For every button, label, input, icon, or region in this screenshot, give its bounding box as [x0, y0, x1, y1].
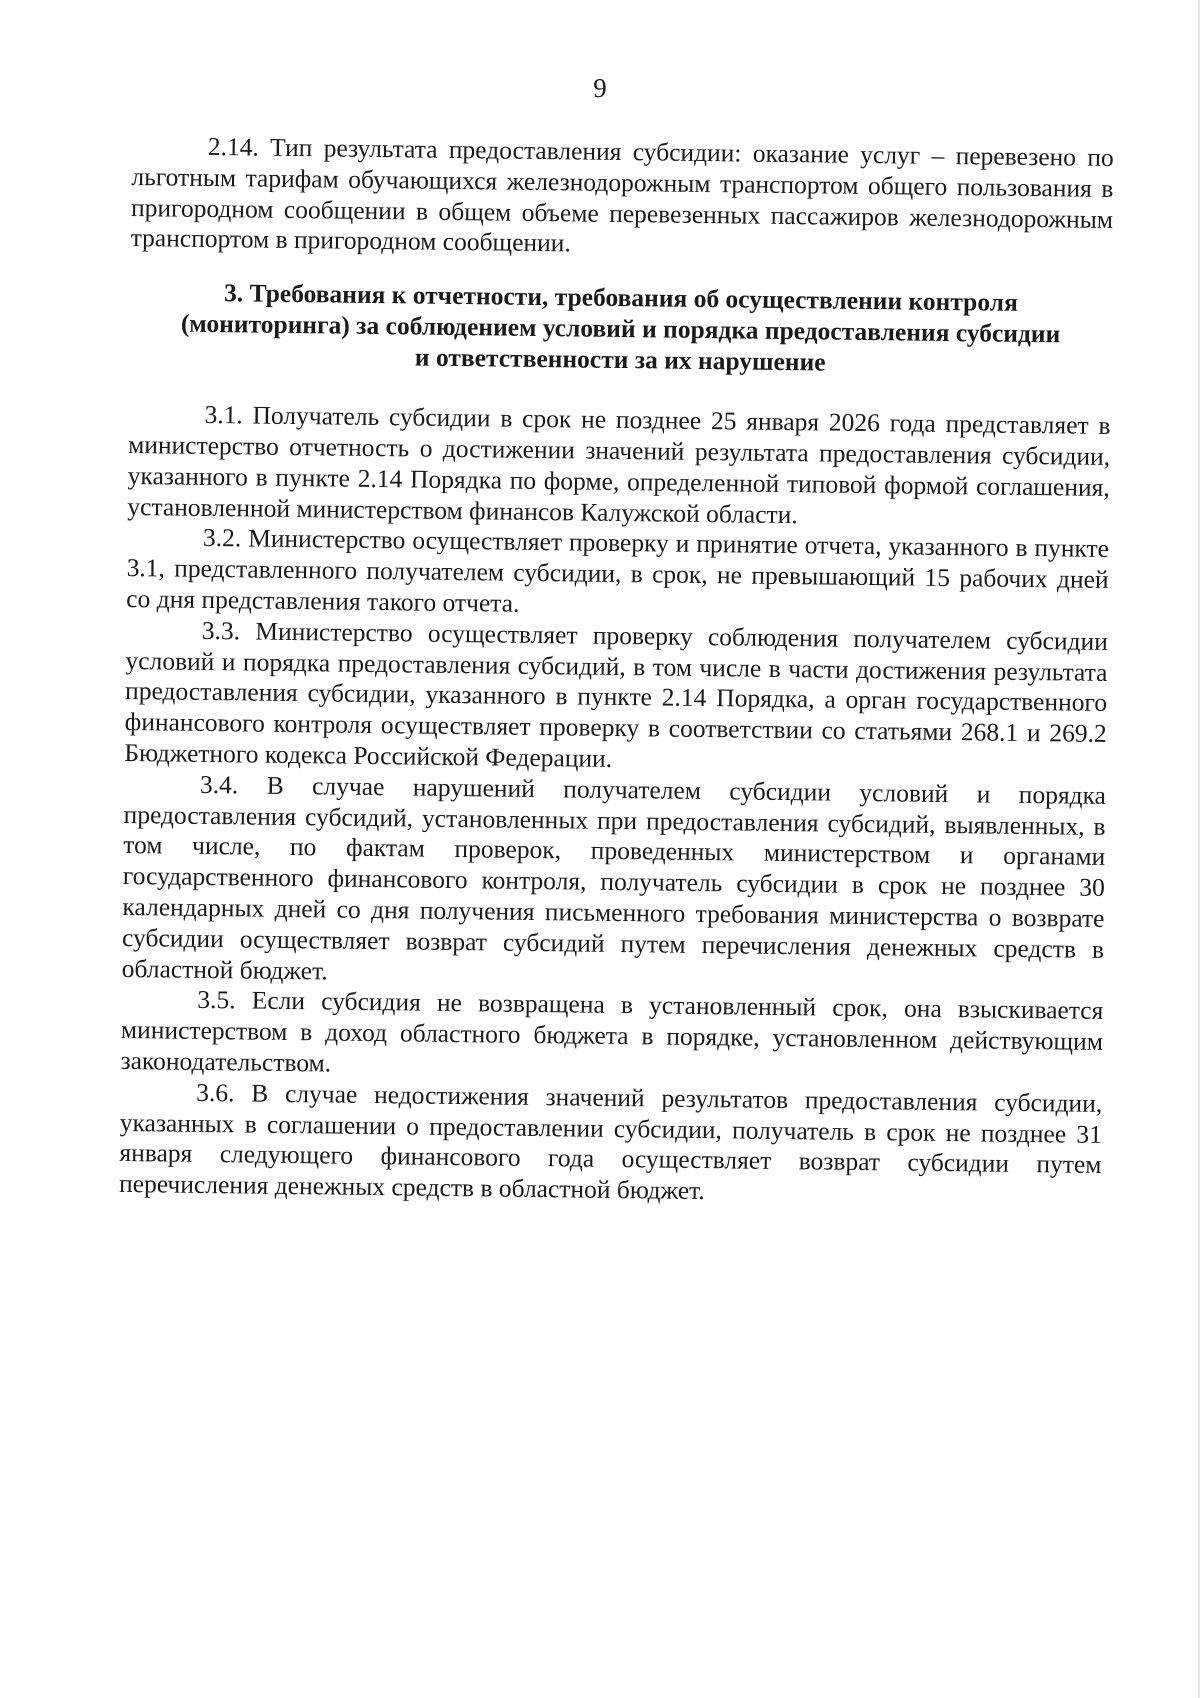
paragraph-2-14: 2.14. Тип результата предоставления субсидии: оказание услуг – перевезено по льготным тарифам обучающихся железнодорожным транспортом общего пользования в пригородном сообщении в общем объеме перевезенных пассажиров железнодорожным транспортом в пригородном сообщении. [130, 131, 1114, 258]
paragraph-3-3: 3.3. Министерство осуществляет проверку соблюдения получателем субсидии условий и порядка предоставления субсидий, в том числе в части достижения результата предоставления субсидии, указанного в пункте 2.14 Порядка, а орган государственного финансового контроля осуществляет проверку в соответствии со статьями 268.1 и 269.2 Бюджетного кодекса Российской Федерации. [124, 615, 1109, 773]
paragraph-3-5: 3.5. Если субсидия не возвращена в установленный срок, она взыскивается министерством в доход областного бюджета в порядке, установленном действующим законодательством. [120, 985, 1104, 1078]
paragraph-3-1: 3.1. Получатель субсидии в срок не позднее 25 января 2026 года представляет в министерство отчетность о достижении значений результата предоставления субсидии, указанного в пункте 2.14 Порядка по форме, определенной типовой формой соглашения, установленной министерством финансов Калужской области. [127, 400, 1111, 529]
heading-line: 3. Требования к отчетности, требования об осуществлении контроля [223, 278, 1019, 318]
heading-line: (мониторинга) за соблюдением условий и порядка предоставления субсидии [180, 308, 1061, 349]
paragraph-3-2: 3.2. Министерство осуществляет проверку и принятие отчета, указанного в пункте 3.1, представленного получателем субсидии, в срок, не превышающий 15 рабочих дней со дня представления такого отчета. [126, 523, 1110, 618]
paragraph-3-4: 3.4. В случае нарушений получателем субсидии условий и порядка предоставления субсидий, установленных при предоставления субсидий, выявленных, в том числе, по фактам проверок, проведенных министерством и органами государственного финансового контроля, получатель субсидии в срок не позднее 30 календарных дней со дня получения письменного требования министерства о возврате субсидии осуществляет возврат субсидий путем перечисления денежных средств в областной бюджет. [121, 769, 1107, 985]
heading-line: и ответственности за их нарушение [414, 342, 826, 377]
section-3-heading [129, 276, 1112, 381]
page-number: 9 [593, 73, 607, 103]
document-body [119, 131, 1114, 1212]
paragraph-3-6: 3.6. В случае недостижения значений результатов предоставления субсидии, указанных в соглашении о предоставлении субсидии, получатель в срок не позднее 31 января следующего финансового года осуществляет возврат субсидии путем перечисления денежных средств в областной бюджет. [118, 1077, 1103, 1206]
